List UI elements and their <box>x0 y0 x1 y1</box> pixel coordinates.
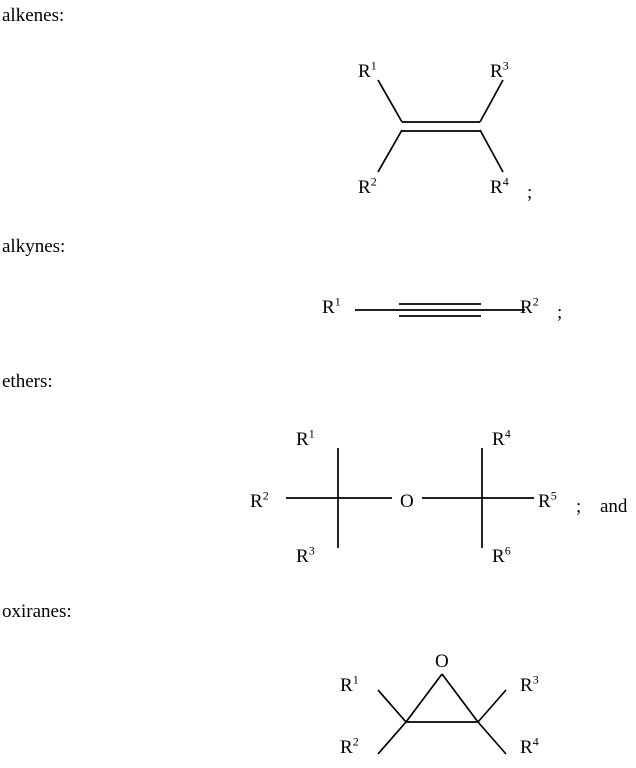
r-letter: R <box>490 177 503 198</box>
r-index: 2 <box>532 294 539 309</box>
section-heading-ethers: ethers: <box>2 371 53 392</box>
oxirane-oxygen-atom: O <box>435 651 449 672</box>
r-letter: R <box>520 675 533 696</box>
r-letter: R <box>340 737 353 758</box>
bond-right-carbon-r4 <box>478 722 506 754</box>
r-index: 5 <box>550 488 557 503</box>
r-letter: R <box>492 429 505 450</box>
oxirane-substituent-r4 <box>520 734 539 758</box>
bond-r1 <box>378 80 402 122</box>
r-index: 6 <box>504 543 511 558</box>
bond-r4 <box>480 130 503 172</box>
r-letter: R <box>490 61 503 82</box>
oxirane-structure <box>380 668 520 764</box>
ether-trailing-and: and <box>600 496 628 517</box>
r-letter: R <box>250 491 263 512</box>
r-letter: R <box>358 177 371 198</box>
alkyne-substituent-r1 <box>322 294 341 318</box>
section-heading-alkynes: alkynes: <box>2 236 66 257</box>
r-index: 3 <box>502 58 509 73</box>
r-index: 1 <box>352 672 359 687</box>
bond-left-carbon-r1 <box>378 690 406 722</box>
r-letter: R <box>492 546 505 567</box>
alkyne-structure <box>355 296 525 324</box>
bond-r3 <box>480 80 503 122</box>
r-index: 1 <box>370 58 377 73</box>
r-letter: R <box>520 297 533 318</box>
r-letter: R <box>296 429 309 450</box>
bond-r2 <box>378 130 402 172</box>
ether-substituent-r4 <box>492 426 511 450</box>
alkene-structure <box>360 70 550 190</box>
r-index: 4 <box>532 734 539 749</box>
ether-trailing-semicolon: ; <box>576 496 582 517</box>
r-index: 1 <box>334 294 341 309</box>
r-letter: R <box>296 546 309 567</box>
alkene-trailing-semicolon: ; <box>527 182 533 203</box>
bond-right-carbon-r3 <box>478 690 506 722</box>
ether-substituent-r1 <box>296 426 315 450</box>
r-index: 2 <box>352 734 359 749</box>
bond-oxygen-right-carbon <box>442 674 478 722</box>
r-letter: R <box>340 675 353 696</box>
bond-oxygen-left-carbon <box>406 674 442 722</box>
r-index: 2 <box>262 488 269 503</box>
r-index: 4 <box>504 426 511 441</box>
oxirane-substituent-r3 <box>520 672 539 696</box>
r-letter: R <box>322 297 335 318</box>
bond-left-carbon-r2 <box>378 722 406 754</box>
r-index: 1 <box>308 426 315 441</box>
ether-structure <box>286 448 552 558</box>
section-heading-alkenes: alkenes: <box>2 5 65 26</box>
alkyne-trailing-semicolon: ; <box>557 302 563 323</box>
oxirane-substituent-r2 <box>340 734 359 758</box>
oxirane-substituent-r1 <box>340 672 359 696</box>
r-letter: R <box>538 491 551 512</box>
r-index: 4 <box>502 174 509 189</box>
r-letter: R <box>358 61 371 82</box>
r-index: 3 <box>532 672 539 687</box>
r-letter: R <box>520 737 533 758</box>
r-index: 2 <box>370 174 377 189</box>
section-heading-oxiranes: oxiranes: <box>2 601 72 622</box>
ether-oxygen-atom: O <box>400 491 414 512</box>
r-index: 3 <box>308 543 315 558</box>
ether-substituent-r2 <box>250 488 269 512</box>
